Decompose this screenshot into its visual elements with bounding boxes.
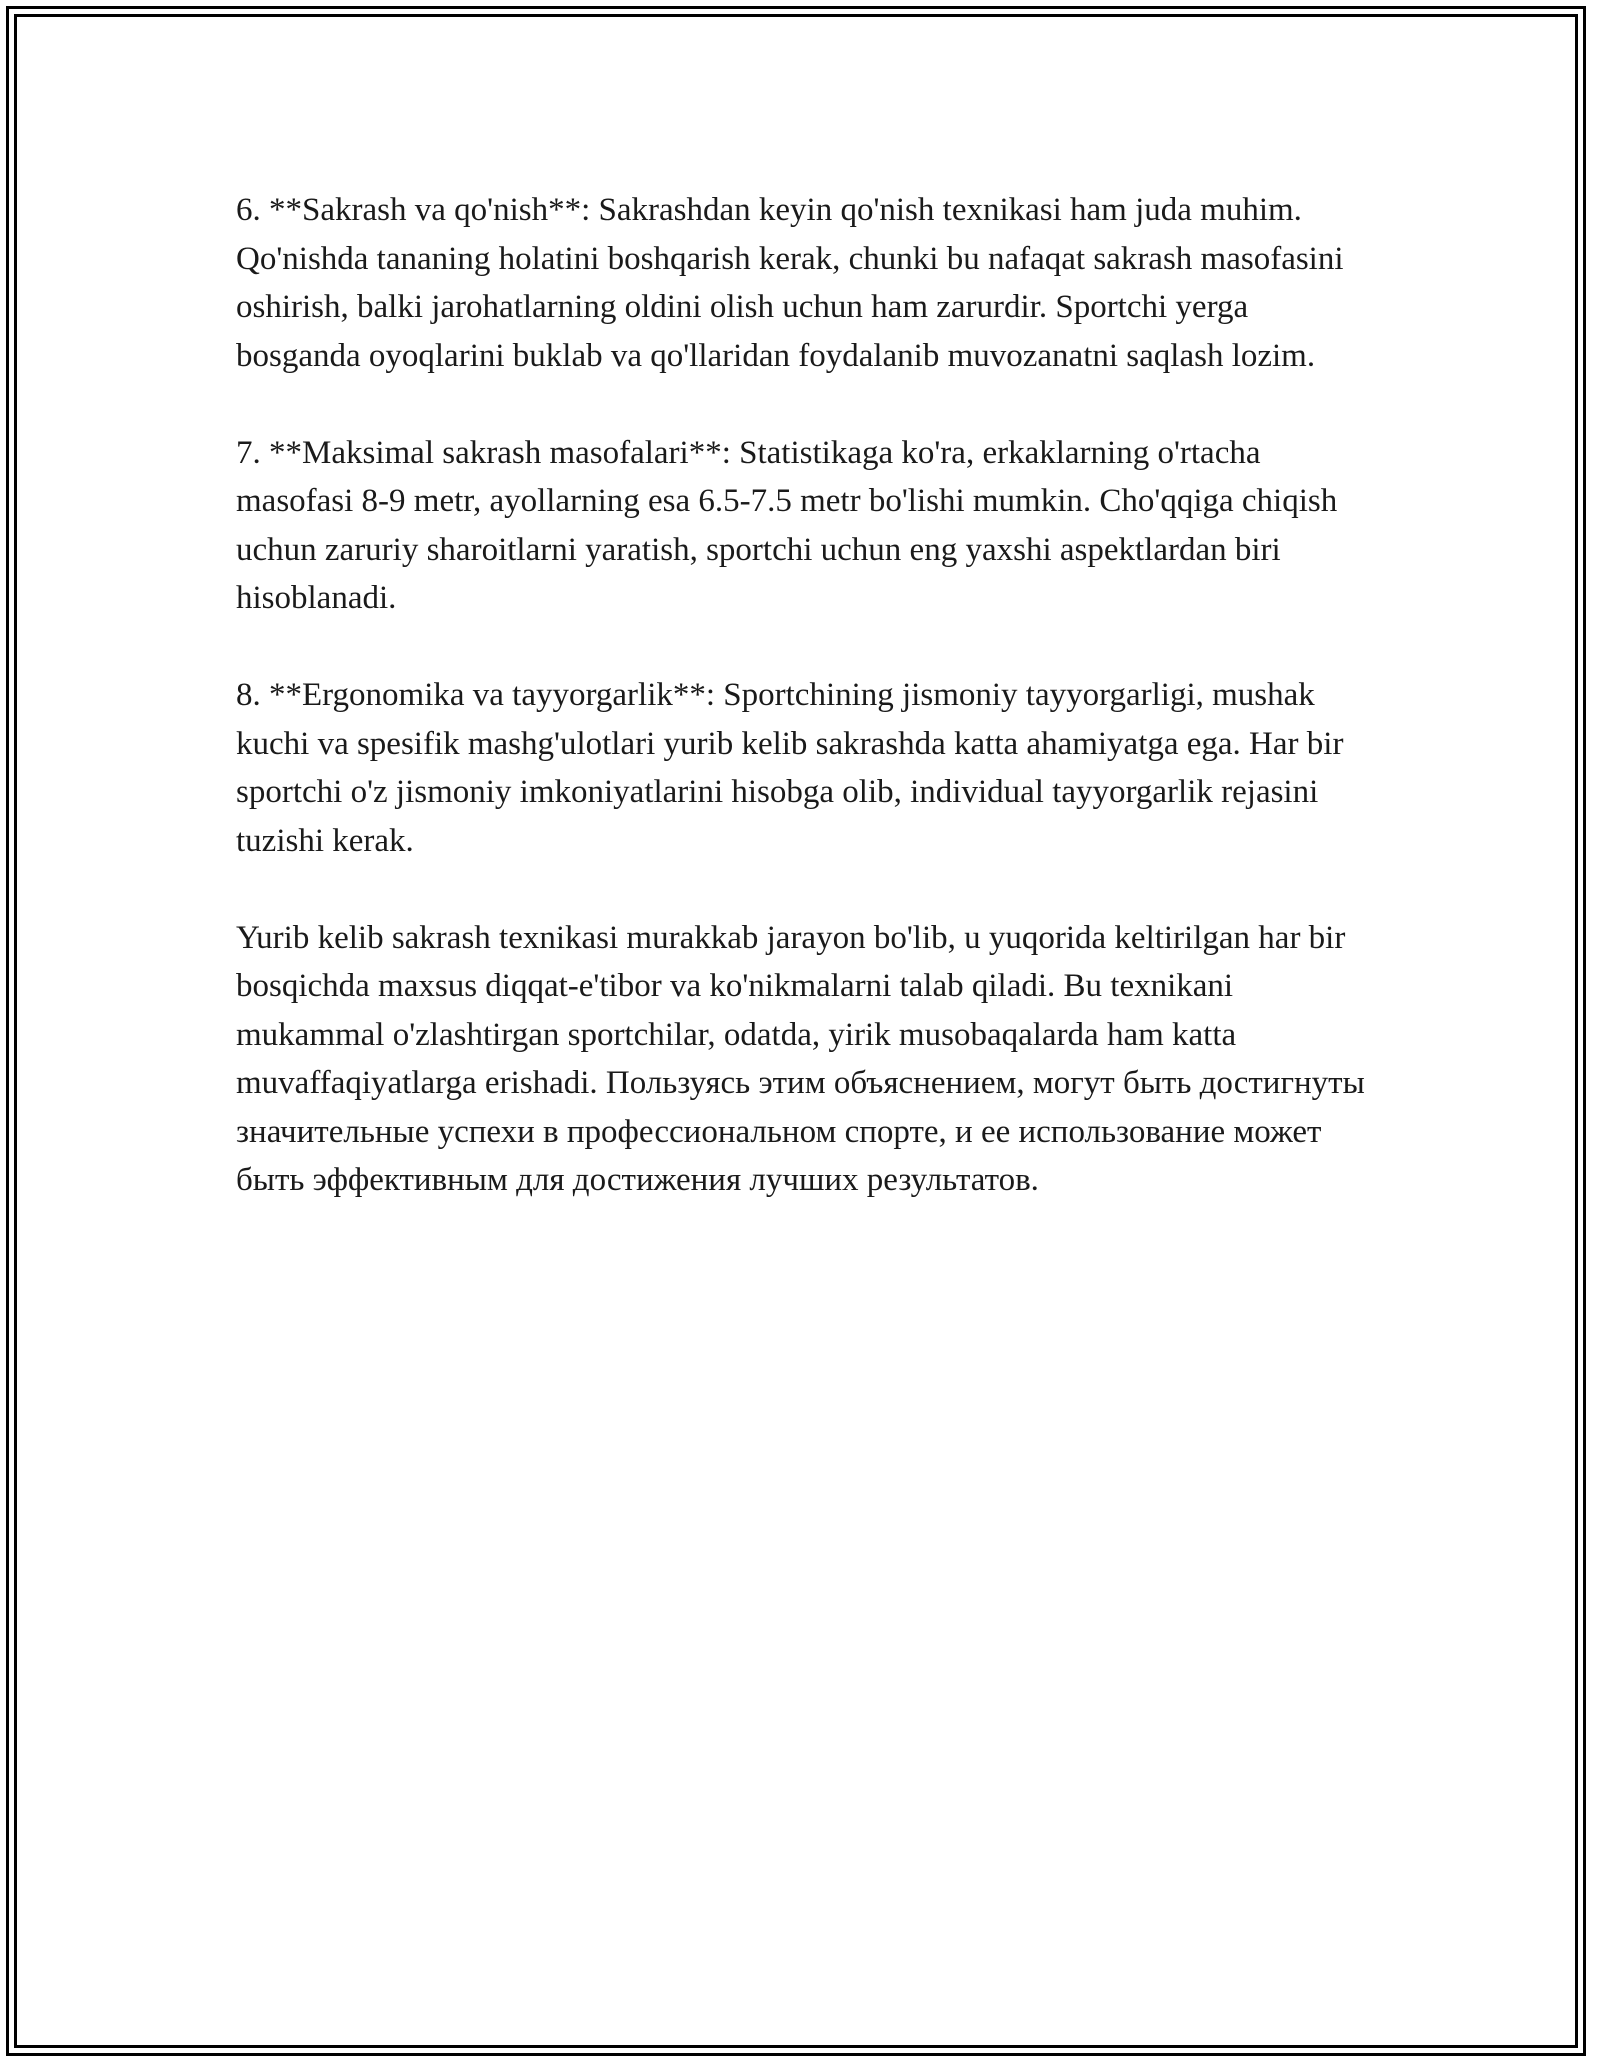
paragraph-conclusion: Yurib kelib sakrash texnikasi murakkab jarayon bo'lib, u yuqorida keltirilgan har bir bosqichda maxsus diqqat-e'tibor va ko'nikmalarni talab qiladi. Bu texnikani mukammal o'zlashtirgan sportchilar, odatda, yirik musobaqalarda ham katta muvaffaqiyatlarga erishadi. Пользуясь этим объяснением, могут быть достигнуты значительные успехи в профессиональном спорте, и ее использование может быть эффективным для достижения лучших результатов. xyxy=(236,919,1365,1198)
document-body xyxy=(236,186,1376,1253)
paragraph-maksimal-sakrash-masofalari: 7. **Maksimal sakrash masofalari**: Statistikaga ko'ra, erkaklarning o'rtacha masofasi 8-9 metr, ayollarning esa 6.5-7.5 metr bo'lishi mumkin. Cho'qqiga chiqish uchun zaruriy sharoitlarni yaratish, sportchi uchun eng yaxshi aspektlardan biri hisoblanadi. xyxy=(236,434,1338,616)
paragraph-sakrash-va-qonish: 6. **Sakrash va qo'nish**: Sakrashdan keyin qo'nish texnikasi ham juda muhim. Qo'nishda tananing holatini boshqarish kerak, chunki bu nafaqat sakrash masofasini oshirish, balki jarohatlarning oldini olish uchun ham zarurdir. Sportchi yerga bosganda oyoqlarini buklab va qo'llaridan foydalanib muvozanatni saqlash lozim. xyxy=(236,192,1344,374)
paragraph-ergonomika-va-tayyorgarlik: 8. **Ergonomika va tayyorgarlik**: Sportchining jismoniy tayyorgarligi, mushak kuchi va spesifik mashg'ulotlari yurib kelib sakrashda katta ahamiyatga ega. Har bir sportchi o'z jismoniy imkoniyatlarini hisobga olib, individual tayyorgarlik rejasini tuzishi kerak. xyxy=(236,677,1344,859)
